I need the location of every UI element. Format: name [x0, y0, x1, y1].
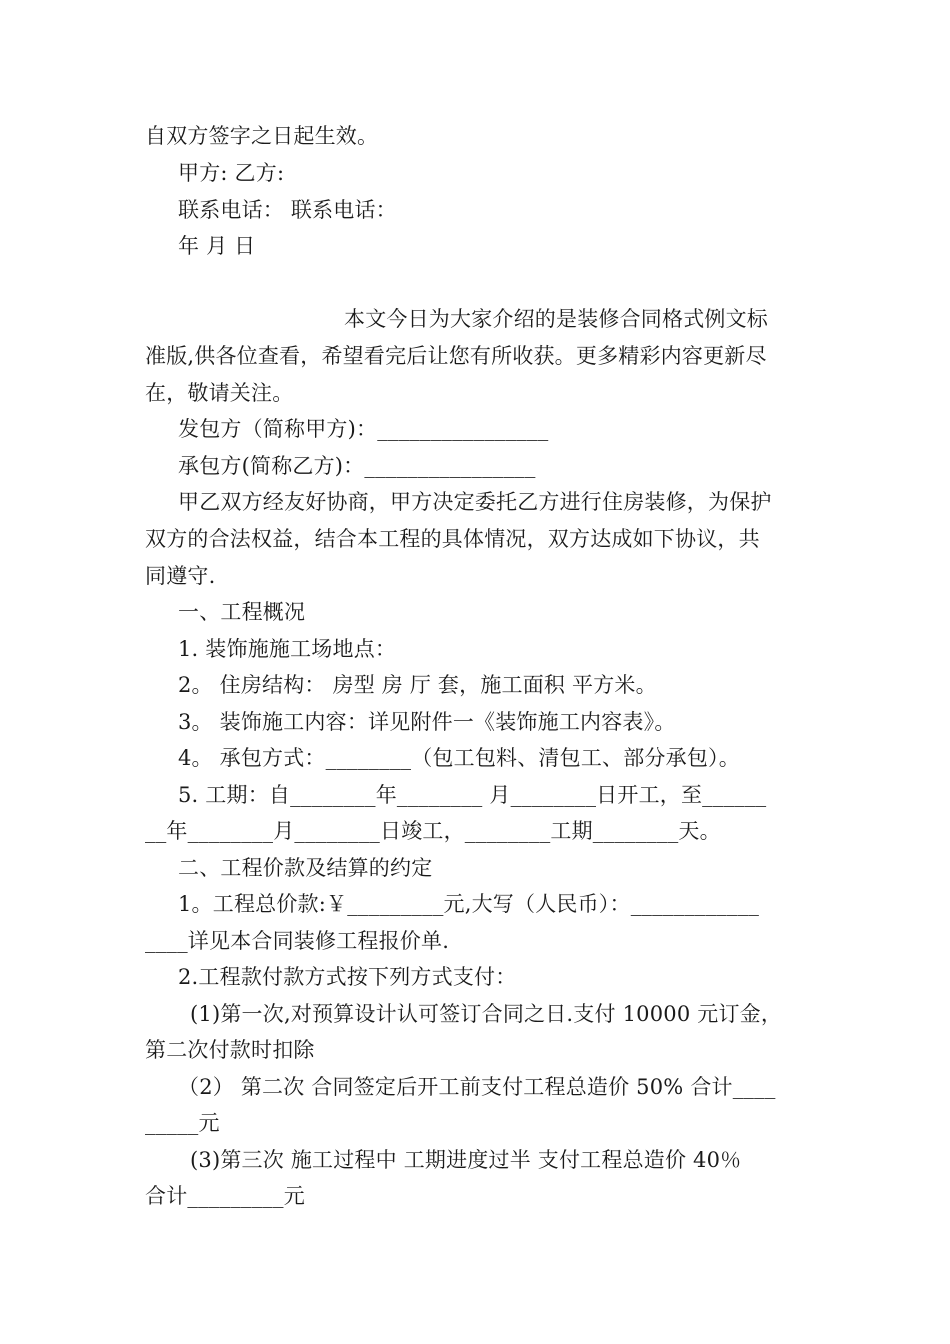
text-line-item-4: 4。 承包方式：________（包工包料、清包工、部分承包）。	[178, 746, 740, 770]
text-line-payment-1a: (1)第一次,对预算设计认可签订合同之日.支付 10000 元订金，	[190, 1002, 783, 1026]
text-line-price-1: 1。工程总价款:￥_________元,大写（人民币）：____________	[178, 892, 760, 916]
text-line-intro-2: 准版,供各位查看，希望看完后让您有所收获。更多精彩内容更新尽	[145, 344, 767, 368]
text-line-intro-3: 在，敬请关注。	[145, 381, 294, 405]
text-line-payment-method: 2.工程款付款方式按下列方式支付：	[178, 965, 517, 989]
text-line-payment-3b: 合计_________元	[145, 1184, 305, 1208]
text-line-employer: 发包方（简称甲方)：________________	[178, 417, 549, 441]
text-line-phones: 联系电话： 联系电话：	[178, 198, 397, 222]
text-line-item-5a: 5. 工期：自________年________ 月________日开工，至______	[178, 783, 767, 807]
text-line-item-1: 1. 装饰施施工场地点：	[178, 637, 397, 661]
section-heading-payment: 二、工程价款及结算的约定	[178, 856, 433, 880]
text-line-intro-1: 本文今日为大家介绍的是装修合同格式例文标	[344, 307, 768, 331]
text-line-payment-1b: 第二次付款时扣除	[145, 1038, 315, 1062]
text-line-item-3: 3。 装饰施工内容：详见附件一《装饰施工内容表》。	[178, 710, 676, 734]
text-line-date: 年 月 日	[178, 234, 256, 258]
text-line-item-2: 2。 住房结构： 房型 房 厅 套，施工面积 平方米。	[178, 673, 657, 697]
text-line-price-2: ____详见本合同装修工程报价单.	[145, 929, 450, 953]
text-line-contractor: 承包方(简称乙方)：________________	[178, 454, 536, 478]
text-line-payment-2b: _____元	[145, 1111, 220, 1135]
text-line-agreement-2: 双方的合法权益，结合本工程的具体情况，双方达成如下协议，共	[145, 527, 760, 551]
text-line-item-5b: __年________月________日竣工，________工期________天。	[145, 819, 721, 843]
text-line-payment-2a: （2） 第二次 合同签定后开工前支付工程总造价 50% 合计____	[178, 1075, 776, 1099]
section-heading-overview: 一、工程概况	[178, 600, 306, 624]
text-line-effective: 自双方签字之日起生效。	[145, 124, 379, 148]
text-line-agreement-3: 同遵守.	[145, 564, 216, 588]
text-line-payment-3a: (3)第三次 施工过程中 工期进度过半 支付工程总造价 40％	[190, 1148, 742, 1172]
text-line-parties: 甲方: 乙方:	[178, 161, 285, 185]
text-line-agreement-1: 甲乙双方经友好协商，甲方决定委托乙方进行住房装修，为保护	[178, 490, 772, 514]
